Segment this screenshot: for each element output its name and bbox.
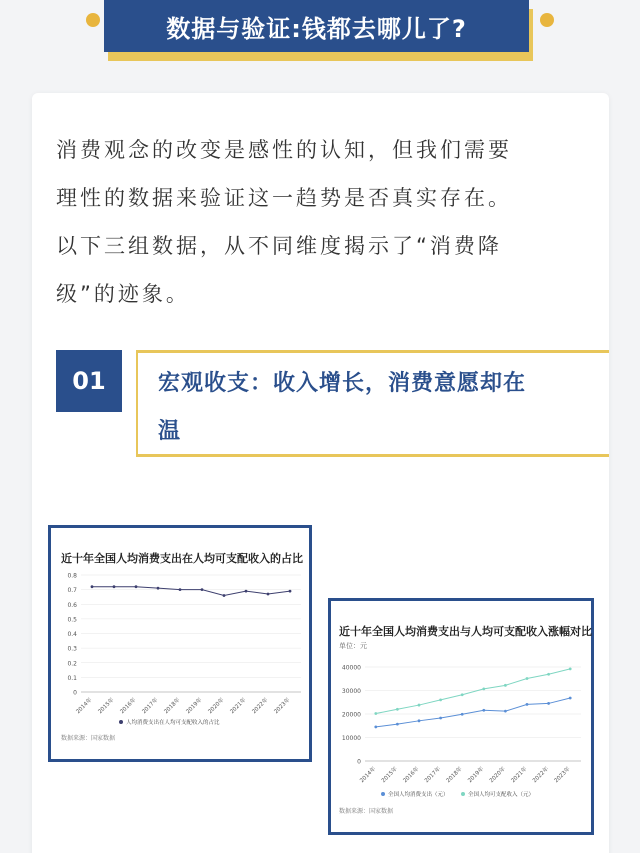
intro-line: 理性的数据来验证这一趋势是否真实存在。	[56, 186, 512, 210]
data-point	[223, 594, 226, 597]
legend-label: 全国人均可支配收入（元）	[468, 792, 535, 798]
data-point	[526, 703, 529, 706]
data-point	[91, 585, 94, 588]
y-tick-label: 0.3	[67, 645, 77, 653]
x-tick-label: 2023年	[273, 697, 292, 716]
chart-source: 数据来源：国家数据	[61, 735, 116, 742]
decor-dot-left	[86, 13, 100, 27]
section-divider-bottom	[136, 454, 609, 457]
x-tick-label: 2017年	[423, 766, 443, 785]
y-tick-label: 0.4	[67, 631, 77, 638]
series-line	[376, 669, 570, 714]
data-point	[245, 590, 248, 593]
data-point	[569, 697, 572, 700]
header-title: 数据与验证:钱都去哪儿了?	[104, 0, 529, 52]
data-point	[374, 712, 377, 715]
chart-ratio-svg	[51, 528, 309, 759]
x-tick-label: 2020年	[207, 697, 226, 716]
data-point	[439, 717, 442, 720]
legend-swatch	[119, 720, 123, 724]
data-point	[113, 585, 116, 588]
data-point	[289, 590, 292, 593]
y-tick-label: 0.6	[67, 601, 77, 609]
x-tick-label: 2019年	[467, 766, 486, 785]
x-tick-label: 2021年	[510, 766, 529, 785]
y-tick-label: 0.1	[67, 674, 77, 682]
data-point	[439, 699, 442, 702]
data-point	[504, 684, 507, 687]
data-point	[179, 588, 182, 591]
data-point	[504, 710, 507, 713]
data-point	[569, 667, 572, 670]
chart-source: 数据来源：国家数据	[339, 808, 394, 815]
legend-label: 人均消费支出在人均可支配收入的占比	[126, 720, 220, 726]
x-tick-label: 2016年	[119, 697, 138, 716]
y-tick-label: 0.5	[67, 616, 77, 624]
x-tick-label: 2022年	[531, 766, 551, 785]
x-tick-label: 2022年	[251, 697, 270, 716]
data-point	[157, 587, 160, 590]
data-point	[461, 693, 464, 696]
legend-swatch	[461, 792, 465, 796]
section-title: 宏观收支：收入增长，消费意愿却在	[158, 371, 527, 396]
chart-unit: 单位：元	[339, 642, 367, 650]
y-tick-label: 0.8	[67, 572, 77, 580]
data-point	[201, 588, 204, 591]
y-tick-label: 10000	[341, 735, 361, 742]
data-point	[482, 687, 485, 690]
chart-title: 近十年全国人均消费支出与人均可支配收入涨幅对比	[339, 625, 592, 638]
x-tick-label: 2015年	[97, 697, 116, 716]
x-tick-label: 2018年	[163, 697, 182, 716]
section-divider-vertical	[136, 350, 138, 457]
x-tick-label: 2017年	[141, 697, 160, 716]
data-point	[135, 585, 138, 588]
section-number: 01	[56, 350, 122, 412]
x-tick-label: 2021年	[229, 697, 248, 716]
data-point	[396, 723, 399, 726]
chart-ratio	[48, 525, 312, 762]
section-divider-top	[136, 350, 609, 353]
data-point	[482, 709, 485, 712]
decor-dot-right	[540, 13, 554, 27]
x-tick-label: 2015年	[380, 766, 399, 785]
intro-line: 以下三组数据，从不同维度揭示了“消费降	[56, 234, 502, 258]
x-tick-label: 2023年	[553, 766, 572, 785]
y-tick-label: 0	[357, 758, 361, 766]
y-tick-label: 0.7	[67, 587, 77, 595]
chart-comparison-svg	[331, 601, 591, 832]
x-tick-label: 2014年	[359, 766, 378, 785]
series-line	[376, 698, 570, 727]
chart-title: 近十年全国人均消费支出在人均可支配收入的占比	[61, 552, 303, 565]
x-tick-label: 2019年	[185, 697, 204, 716]
data-point	[547, 673, 550, 676]
data-point	[374, 726, 377, 729]
intro-line: 消费观念的改变是感性的认知，但我们需要	[56, 138, 512, 162]
legend-swatch	[381, 792, 385, 796]
legend-label: 全国人均消费支出（元）	[388, 792, 449, 798]
chart-comparison	[328, 598, 594, 835]
section-title-continued: 温	[158, 419, 181, 444]
x-tick-label: 2016年	[402, 766, 421, 785]
x-tick-label: 2018年	[445, 766, 464, 785]
y-tick-label: 0	[73, 689, 77, 697]
intro-paragraph	[56, 126, 596, 318]
x-tick-label: 2014年	[75, 697, 94, 716]
data-point	[418, 704, 421, 707]
x-tick-label: 2020年	[488, 766, 507, 785]
data-point	[267, 593, 270, 596]
data-point	[396, 708, 399, 711]
data-point	[461, 713, 464, 716]
series-line	[92, 587, 290, 596]
y-tick-label: 20000	[341, 711, 361, 719]
y-tick-label: 40000	[341, 664, 361, 672]
y-tick-label: 0.2	[67, 660, 77, 668]
data-point	[418, 719, 421, 722]
data-point	[526, 677, 529, 680]
data-point	[547, 702, 550, 705]
intro-line: 级”的迹象。	[56, 282, 190, 306]
y-tick-label: 30000	[341, 688, 361, 695]
